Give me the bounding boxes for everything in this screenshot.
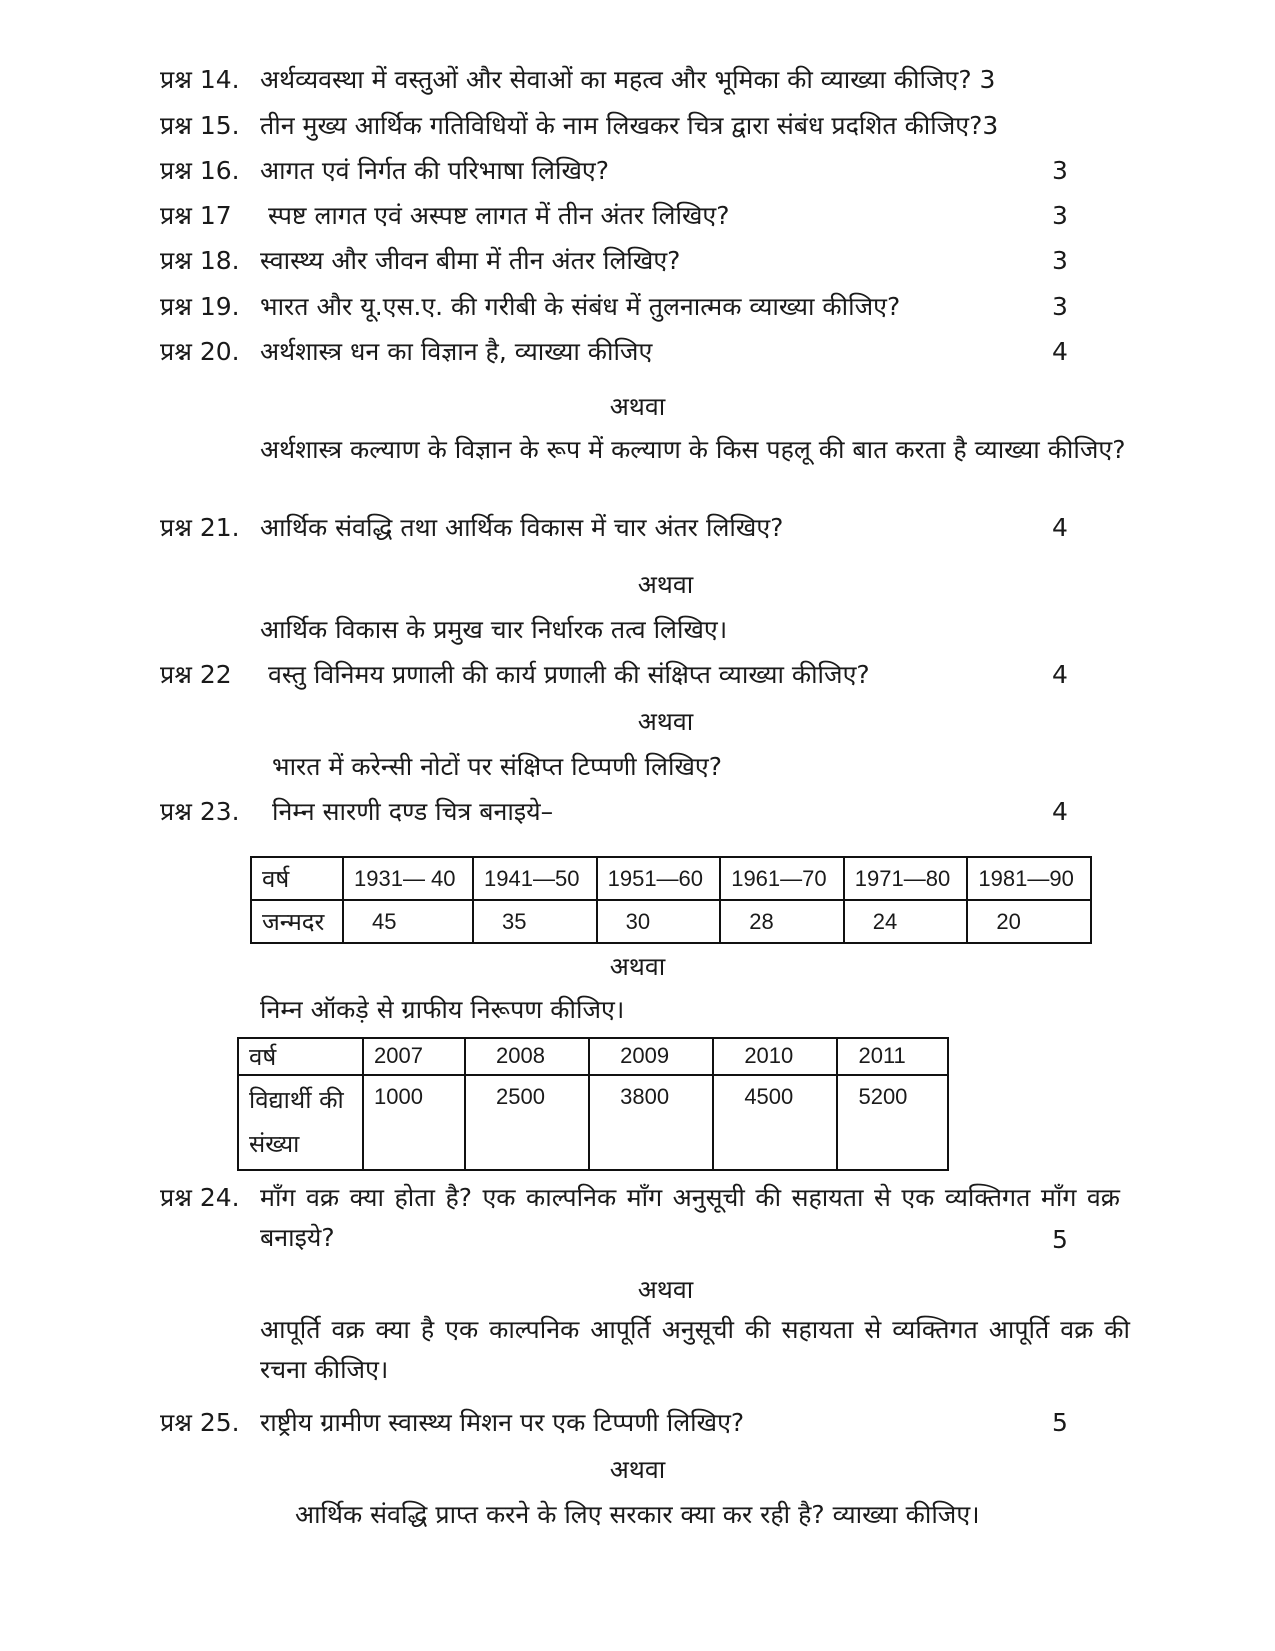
question-marks: 3 bbox=[1052, 292, 1068, 321]
table-row bbox=[238, 1075, 948, 1170]
table-cell: 35 bbox=[473, 900, 597, 943]
question-label: प्रश्न 15. bbox=[160, 111, 240, 140]
birth-rate-table bbox=[250, 856, 1092, 944]
table-cell: 28 bbox=[720, 900, 844, 943]
question-text: माँग वक्र क्या होता है? एक काल्पनिक माँग अनुसूची की सहायता से एक व्यक्तिगत माँग वक्र बनाइये? bbox=[260, 1183, 1120, 1252]
question-label: प्रश्न 22 bbox=[160, 660, 232, 689]
question-label: प्रश्न 21. bbox=[160, 513, 240, 542]
table-cell: 45 bbox=[343, 900, 473, 943]
question-text: अर्थव्यवस्था में वस्तुओं और सेवाओं का महत्व और भूमिका की व्याख्या कीजिए? 3 bbox=[260, 65, 996, 94]
question-label: प्रश्न 14. bbox=[160, 65, 240, 94]
students-table bbox=[237, 1037, 949, 1171]
question-text: निम्न सारणी दण्ड चित्र बनाइये– bbox=[272, 797, 554, 826]
table-cell: 1981—90 bbox=[967, 857, 1091, 900]
table-cell: 2010 bbox=[713, 1038, 837, 1075]
table-cell: 4500 bbox=[713, 1075, 837, 1170]
table-cell: 2011 bbox=[837, 1038, 948, 1075]
table-row-header: विद्यार्थी की संख्या bbox=[238, 1075, 363, 1170]
table-cell: 2500 bbox=[465, 1075, 589, 1170]
question-label: प्रश्न 24. bbox=[160, 1183, 240, 1212]
question-text: राष्ट्रीय ग्रामीण स्वास्थ्य मिशन पर एक टिप्पणी लिखिए? bbox=[260, 1408, 745, 1437]
table-cell: 1971—80 bbox=[844, 857, 968, 900]
table-row bbox=[251, 857, 1091, 900]
table-row-header: जन्मदर bbox=[251, 900, 343, 943]
question-text: स्वास्थ्य और जीवन बीमा में तीन अंतर लिखिए? bbox=[260, 246, 681, 275]
question-label: प्रश्न 18. bbox=[160, 246, 240, 275]
question-marks: 4 bbox=[1052, 337, 1068, 366]
question-marks: 5 bbox=[1052, 1408, 1068, 1437]
or-separator: अथवा bbox=[609, 392, 666, 421]
table-row bbox=[238, 1038, 948, 1075]
table-cell: 1931— 40 bbox=[343, 857, 473, 900]
or-separator: अथवा bbox=[637, 570, 694, 599]
alternative-question: आर्थिक संवद्धि प्राप्त करने के लिए सरकार क्या कर रही है? व्याख्या कीजिए। bbox=[295, 1500, 980, 1529]
question-text: स्पष्ट लागत एवं अस्पष्ट लागत में तीन अंतर लिखिए? bbox=[268, 201, 730, 230]
table-cell: 5200 bbox=[837, 1075, 948, 1170]
table-cell: 1000 bbox=[363, 1075, 465, 1170]
table-cell: 2008 bbox=[465, 1038, 589, 1075]
or-separator: अथवा bbox=[609, 1455, 666, 1484]
question-label: प्रश्न 23. bbox=[160, 797, 240, 826]
alternative-question: आपूर्ति वक्र क्या है एक काल्पनिक आपूर्ति अनुसूची की सहायता से व्यक्तिगत आपूर्ति वक्र की रचना कीजिए। bbox=[260, 1315, 1130, 1384]
question-text: भारत और यू.एस.ए. की गरीबी के संबंध में तुलनात्मक व्याख्या कीजिए? bbox=[260, 292, 901, 321]
question-text: आगत एवं निर्गत की परिभाषा लिखिए? bbox=[260, 156, 610, 185]
alternative-question: आर्थिक विकास के प्रमुख चार निर्धारक तत्व लिखिए। bbox=[260, 615, 728, 644]
table-row bbox=[251, 900, 1091, 943]
question-marks: 3 bbox=[1052, 156, 1068, 185]
table-cell: 1961—70 bbox=[720, 857, 844, 900]
question-text: तीन मुख्य आर्थिक गतिविधियों के नाम लिखकर चित्र द्वारा संबंध प्रदशित कीजिए?3 bbox=[260, 111, 999, 140]
table-cell: 20 bbox=[967, 900, 1091, 943]
alternative-question: अर्थशास्त्र कल्याण के विज्ञान के रूप में कल्याण के किस पहलू की बात करता है व्याख्या कीजिए? bbox=[260, 435, 1126, 464]
question-label: प्रश्न 25. bbox=[160, 1408, 240, 1437]
question-marks: 4 bbox=[1052, 660, 1068, 689]
question-text: वस्तु विनिमय प्रणाली की कार्य प्रणाली की संक्षिप्त व्याख्या कीजिए? bbox=[268, 660, 870, 689]
table-row-header: वर्ष bbox=[238, 1038, 363, 1075]
question-label: प्रश्न 17 bbox=[160, 201, 232, 230]
table-row-header: वर्ष bbox=[251, 857, 343, 900]
question-marks: 5 bbox=[1052, 1225, 1068, 1254]
question-marks: 4 bbox=[1052, 513, 1068, 542]
question-label: प्रश्न 19. bbox=[160, 292, 240, 321]
table-cell: 24 bbox=[844, 900, 968, 943]
question-label: प्रश्न 16. bbox=[160, 156, 240, 185]
question-marks: 3 bbox=[1052, 246, 1068, 275]
table-cell: 2009 bbox=[589, 1038, 713, 1075]
table-cell: 30 bbox=[597, 900, 721, 943]
alternative-question: भारत में करेन्सी नोटों पर संक्षिप्त टिप्पणी लिखिए? bbox=[272, 752, 723, 781]
question-marks: 4 bbox=[1052, 797, 1068, 826]
table-cell: 1951—60 bbox=[597, 857, 721, 900]
table-cell: 3800 bbox=[589, 1075, 713, 1170]
question-label: प्रश्न 20. bbox=[160, 337, 240, 366]
question-text: आर्थिक संवद्धि तथा आर्थिक विकास में चार अंतर लिखिए? bbox=[260, 513, 784, 542]
table-cell: 1941—50 bbox=[473, 857, 597, 900]
or-separator: अथवा bbox=[637, 1275, 694, 1304]
question-text: अर्थशास्त्र धन का विज्ञान है, व्याख्या कीजिए bbox=[260, 337, 653, 366]
alternative-question: निम्न ऑकड़े से ग्राफीय निरूपण कीजिए। bbox=[260, 995, 625, 1024]
or-separator: अथवा bbox=[609, 952, 666, 981]
question-marks: 3 bbox=[1052, 201, 1068, 230]
or-separator: अथवा bbox=[637, 707, 694, 736]
table-cell: 2007 bbox=[363, 1038, 465, 1075]
